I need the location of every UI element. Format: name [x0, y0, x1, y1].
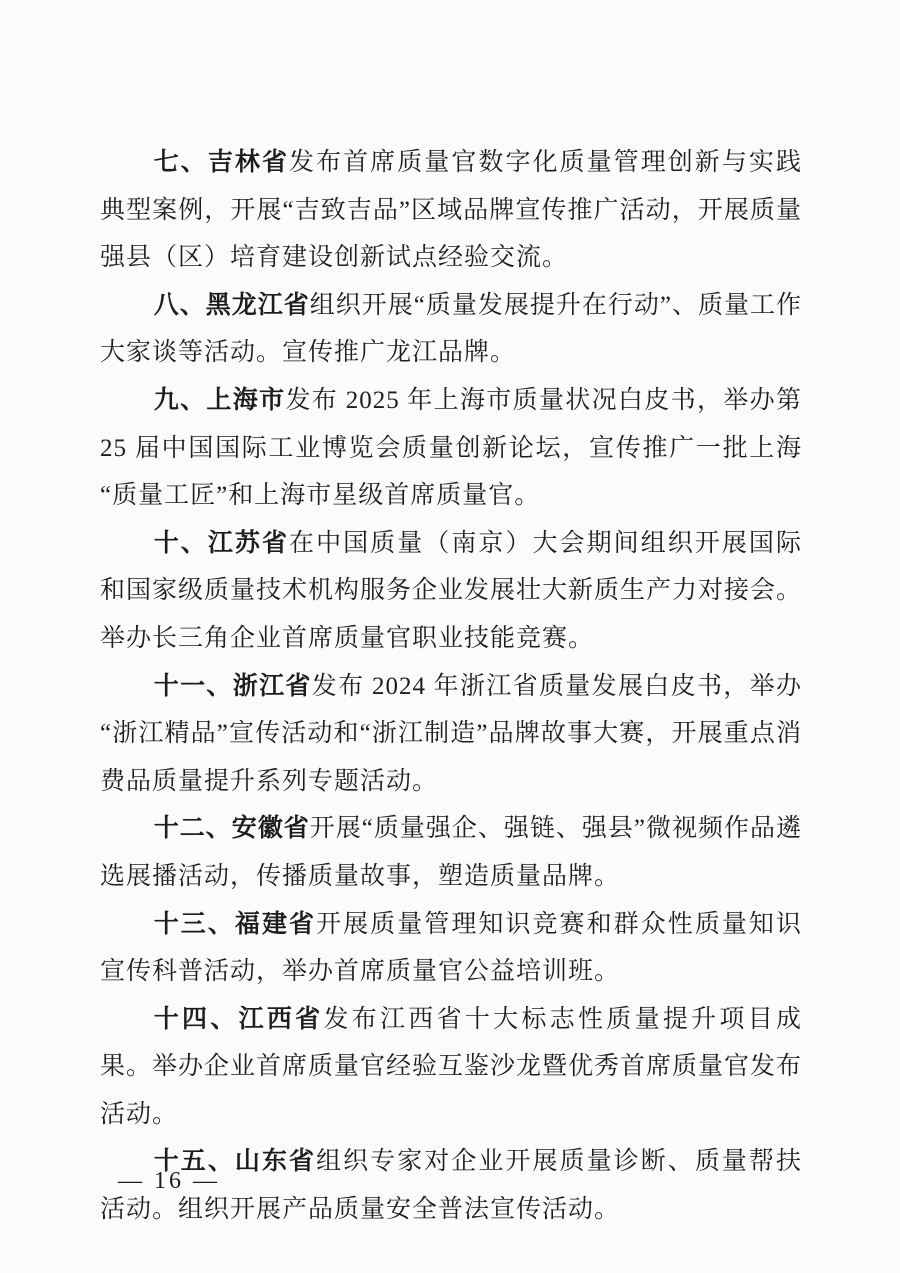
paragraph-body: 组织开展“质量发展提升在行动”、质量工作大家谈等活动。宣传推广龙江品牌。	[100, 291, 802, 367]
page-number: — 16 —	[118, 1168, 220, 1194]
paragraph	[100, 139, 802, 282]
paragraph	[100, 901, 802, 996]
paragraph-lead: 十五、山东省	[153, 1147, 317, 1176]
paragraph-lead: 八、黑龙江省	[153, 290, 310, 319]
paragraph-body: 发布 2024 年浙江省质量发展白皮书，举办“浙江精品”宣传活动和“浙江制造”品牌故事大赛，开展重点消费品质量提升系列专题活动。	[100, 672, 802, 795]
paragraph-body: 发布江西省十大标志性质量提升项目成果。举办企业首席质量官经验互鉴沙龙暨优秀首席质量官发布活动。	[100, 1005, 803, 1128]
paragraph-body: 开展“质量强企、强链、强县”微视频作品遴选展播活动，传播质量故事，塑造质量品牌。	[100, 815, 802, 890]
paragraph	[100, 805, 802, 900]
paragraph-lead: 十、江苏省	[153, 528, 290, 557]
paragraph-lead: 十三、福建省	[153, 909, 317, 938]
paragraph	[100, 520, 802, 663]
page-footer	[118, 1168, 220, 1195]
paragraph	[100, 663, 802, 806]
paragraph-body: 发布 2025 年上海市质量状况白皮书，举办第 25 届中国国际工业博览会质量创新论坛，宣传推广一批上海“质量工匠”和上海市星级首席质量官。	[100, 386, 802, 510]
paragraph-lead: 十四、江西省	[153, 1004, 324, 1033]
paragraph	[100, 377, 802, 520]
paragraph	[100, 996, 802, 1139]
paragraph-lead: 十一、浙江省	[153, 671, 312, 700]
document-body	[100, 139, 802, 1234]
paragraph-body: 发布首席质量官数字化质量管理创新与实践典型案例，开展“吉致吉品”区域品牌宣传推广活动，开展质量强县（区）培育建设创新试点经验交流。	[100, 149, 802, 272]
paragraph-body: 组织专家对企业开展质量诊断、质量帮扶活动。组织开展产品质量安全普法宣传活动。	[100, 1148, 802, 1224]
paragraph-lead: 九、上海市	[153, 385, 286, 414]
paragraph-lead: 七、吉林省	[153, 148, 290, 176]
paragraph-body: 在中国质量（南京）大会期间组织开展国际和国家级质量技术机构服务企业发展壮大新质生产力对接会。举办长三角企业首席质量官职业技能竞赛。	[100, 529, 803, 652]
paragraph-lead: 十二、安徽省	[153, 814, 310, 843]
paragraph-body: 开展质量管理知识竞赛和群众性质量知识宣传科普活动，举办首席质量官公益培训班。	[100, 910, 802, 986]
paragraph	[100, 282, 802, 377]
